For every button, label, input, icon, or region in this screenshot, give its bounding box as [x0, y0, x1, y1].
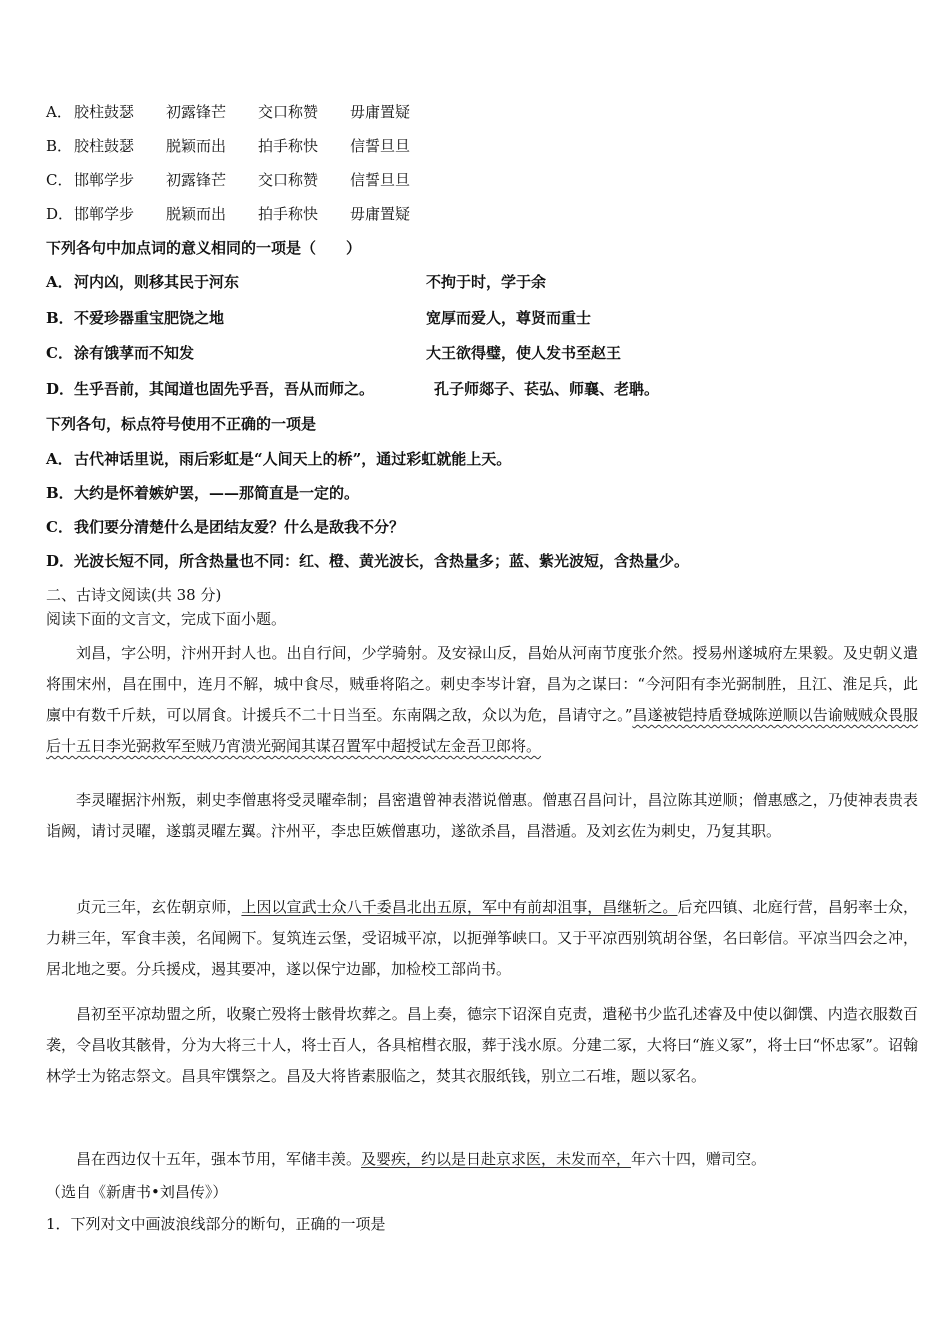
option-word: 初露锋芒: [166, 103, 227, 121]
option-word: 胶柱鼓瑟: [74, 103, 135, 121]
section-heading: 二、古诗文阅读(共 38 分): [46, 586, 222, 604]
option-word: 初露锋芒: [166, 171, 227, 189]
underlined-sentence: 上因以宣武士众八千委昌北出五原，军中有前却沮事，昌继斩之。: [241, 898, 678, 916]
option-label: B．: [46, 309, 74, 327]
option-label: C．: [46, 518, 73, 536]
option-label: A．: [46, 450, 73, 468]
option-text: 光波长短不同，所含热量也不同：红、橙、黄光波长，含热量多；蓝、紫光波短，含热量少。: [74, 552, 690, 570]
option-word: 拍手称快: [258, 205, 319, 223]
option-word: 脱颖而出: [166, 205, 227, 223]
option-word: 毋庸置疑: [350, 103, 411, 121]
passage-text: 昌在西边仅十五年，强本节用，军储丰羡。: [76, 1150, 362, 1168]
option-right-text: 宽厚而爱人，尊贤而重士: [426, 309, 592, 327]
option-left-text: 不爱珍器重宝肥饶之地: [74, 309, 225, 327]
question-1-stem: 1．下列对文中画波浪线部分的断句，正确的一项是: [46, 1215, 386, 1233]
passage-text: 贞元三年，玄佐朝京师，: [76, 898, 242, 916]
underlined-sentence: 及婴疾，约以是日赴京求医，未发而卒，: [361, 1150, 632, 1168]
option-text: 我们要分清楚什么是团结友爱？什么是敌我不分？: [74, 518, 405, 536]
wavy-underlined-sentence: 昌遂被铠持盾登城陈逆顺以告谕贼贼众畏服后十五日李光弼救军至贼乃宵溃光弼闻其谋召置军中超授试左金吾卫郎将。: [46, 706, 918, 755]
passage-paragraph-3: [46, 892, 918, 985]
punct-option-b: [46, 481, 359, 505]
punct-option-d: [46, 549, 689, 573]
option-word: 胶柱鼓瑟: [74, 137, 135, 155]
option-word: 信誓旦旦: [350, 171, 411, 189]
passage-paragraph-4: 昌初至平凉劫盟之所，收聚亡殁将士骸骨坎葬之。昌上奏，德宗下诏深自克责，遣秘书少监孔述睿及中使以御馔、内造衣服数百袭，令昌收其骸骨，分为大将三十人，将士百人，各具棺槥衣服，葬于浅水原。分建二冢，大将曰“旌义冢”，将士曰“怀忠冢”。诏翰林学士为铭志祭文。昌具牢馔祭之。昌及大将皆素服临之，焚其衣服纸钱，别立二石堆，题以冢名。: [46, 1005, 918, 1085]
idiom-option-d: [46, 202, 442, 226]
punct-option-c: [46, 515, 404, 539]
idiom-option-c: [46, 168, 442, 192]
punct-question-stem: 下列各句，标点符号使用不正确的一项是: [46, 415, 317, 433]
passage-text: 后充四镇、北庭行营，昌躬率士众，力耕三年，军食丰羡，名闻阙下。复筑连云堡，受诏城平凉，以扼弹筝峡口。又于平凉西别筑胡谷堡，名曰彰信。平凉当四会之冲，居北地之要。分兵援戍，遏其要冲，遂以保宁边鄙，加检校工部尚书。: [46, 898, 918, 978]
option-word: 毋庸置疑: [350, 205, 411, 223]
option-right-text: 孔子师郯子、苌弘、师襄、老聃。: [434, 380, 660, 398]
passage-text: 年六十四，赠司空。: [631, 1150, 767, 1168]
option-label: B．: [46, 137, 73, 155]
option-word: 信誓旦旦: [350, 137, 411, 155]
option-word: 拍手称快: [258, 137, 319, 155]
option-word: 邯郸学步: [74, 171, 135, 189]
option-word: 交口称赞: [258, 103, 319, 121]
idiom-option-a: [46, 100, 442, 124]
passage-text: 刘昌，字公明，汴州开封人也。出自行间，少学骑射。及安禄山反，昌始从河南节度张介然。授易州遂城府左果毅。及史朝义遣将围宋州，昌在围中，连月不解，城中食尽，贼垂将陷之。刺史李岑计窘，昌为之谋曰：“今河阳有李光弼制胜，且江、淮足兵，此廪中有数千斤麸，可以屑食。计援兵不二十日当至。东南隅之敌，众以为危，昌请守之。”: [46, 644, 918, 724]
punct-option-a: [46, 447, 511, 471]
option-label: D．: [46, 205, 74, 223]
meaning-option-a: [46, 270, 918, 294]
idiom-option-b: [46, 134, 442, 158]
meaning-question-stem: 下列各句中加点词的意义相同的一项是（ ）: [46, 239, 362, 257]
passage-paragraph-2: 李灵曜据汴州叛，刺史李僧惠将受灵曜牵制；昌密遣曾神表潜说僧惠。僧惠召昌问计，昌泣陈其逆顺；僧惠感之，乃使神表贵表诣阙，请讨灵曜，遂翦灵曜左翼。汴州平，李忠臣嫉僧惠功，遂欲杀昌，昌潜遁。及刘玄佐为刺史，乃复其职。: [46, 791, 918, 840]
option-text: 大约是怀着嫉妒罢，——那简直是一定的。: [74, 484, 360, 502]
passage-source: （选自《新唐书•刘昌传》）: [46, 1183, 228, 1201]
option-left-text: 生乎吾前，其闻道也固先乎吾，吾从而师之。: [74, 380, 375, 398]
option-right-text: 不拘于时，学于余: [426, 273, 547, 291]
option-label: D．: [46, 552, 75, 570]
option-left-text: 河内凶，则移其民于河东: [74, 273, 240, 291]
option-label: A．: [46, 103, 72, 121]
passage-paragraph-1: [46, 638, 918, 762]
option-label: D．: [46, 380, 75, 398]
option-text: 古代神话里说，雨后彩虹是“人间天上的桥”，通过彩虹就能上天。: [74, 450, 512, 468]
option-word: 脱颖而出: [166, 137, 227, 155]
passage-paragraph-5: [46, 1144, 918, 1175]
option-word: 交口称赞: [258, 171, 319, 189]
meaning-option-d: [46, 377, 918, 401]
option-label: C．: [46, 344, 73, 362]
option-label: C．: [46, 171, 73, 189]
section-instruction: 阅读下面的文言文，完成下面小题。: [46, 610, 287, 628]
option-label: B．: [46, 484, 74, 502]
option-right-text: 大王欲得璧，使人发书至赵王: [426, 344, 622, 362]
meaning-option-c: [46, 341, 918, 365]
option-label: A．: [46, 273, 73, 291]
option-word: 邯郸学步: [74, 205, 135, 223]
meaning-option-b: [46, 306, 918, 330]
option-left-text: 涂有饿莩而不知发: [74, 344, 195, 362]
